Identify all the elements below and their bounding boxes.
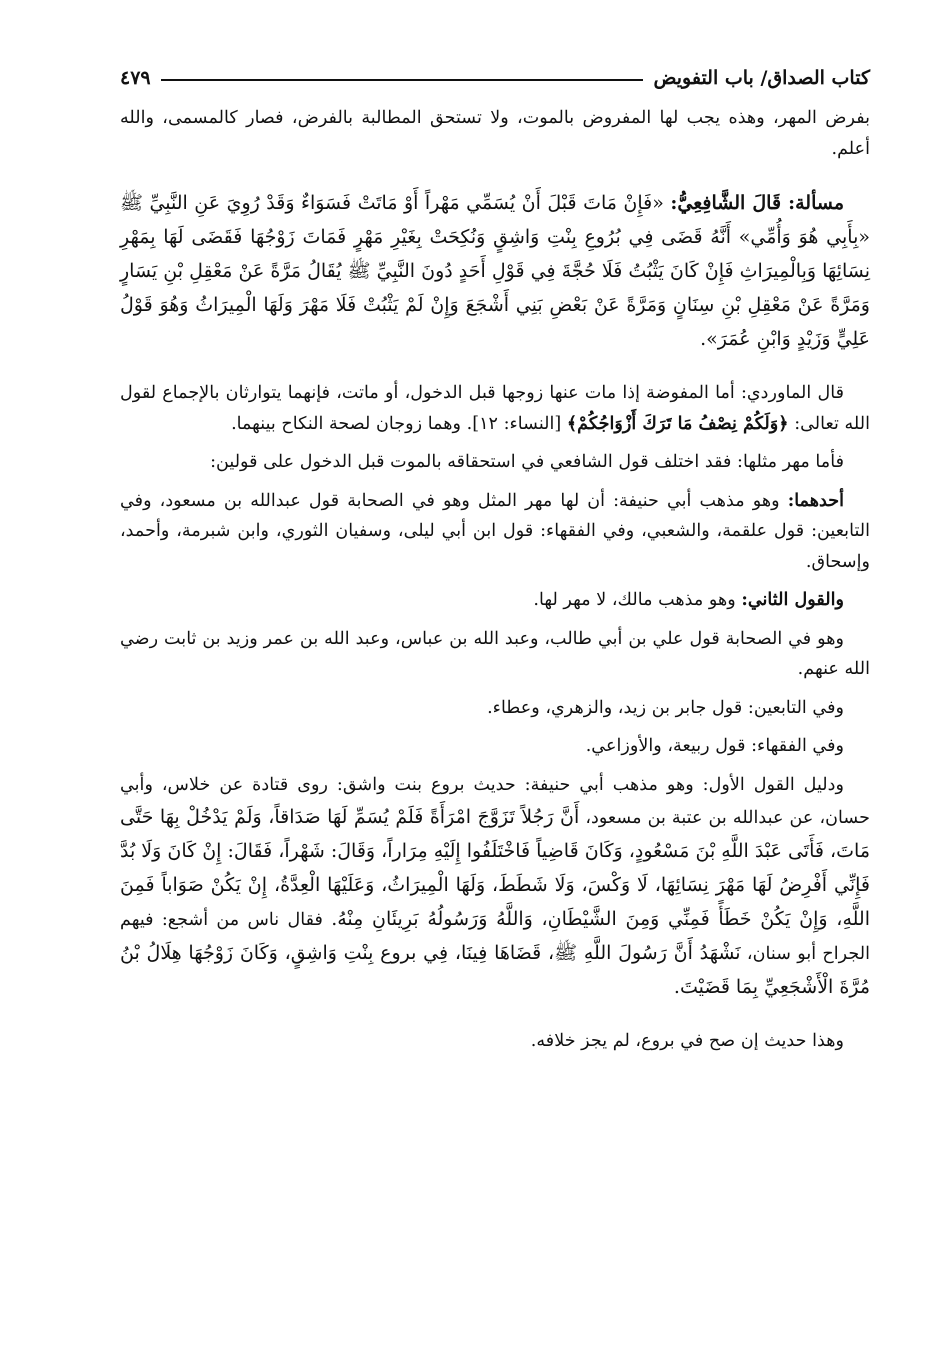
shafii-quote: «فَإِنْ مَاتَ قَبْلَ أَنْ يُسَمِّي مَهْراً أَوْ مَاتَتْ فَسَوَاءٌ وَقَدْ رُوِيَ عَنِ النَّبِيِّ ﷺ «بِأَبِي هُوَ وَأُمِّي» أَنَّهُ قَضَى فِي بُرُوعِ بِنْتِ وَاشِقٍ وَنُكِحَتْ بِغَيْرِ مَهْرٍ فَمَاتَ زَوْجُهَا فَقَضَى لَهَا بِمَهْرِ نِسَائِهَا وَبِالْمِيرَاثِ فَإِنْ كَانَ يَثْبُتُ فَلَا حُجَّةَ فِي قَوْلِ أَحَدٍ دُونَ النَّبِيِّ ﷺ يُقَالُ مَرَّةً عَنْ مَعْقِلِ بْنِ يَسَارٍ وَمَرَّةً عَنْ مَعْقِلِ بْنِ سِنَانٍ وَمَرَّةً عَنْ بَعْضِ بَنِي أَشْجَعَ وَإِنْ لَمْ يَثْبُتْ فَلَا مَهْرَ وَلَهَا الْمِيرَاثُ وَهُوَ قَوْلُ عَلِيٍّ وَزَيْدٍ وَابْنِ عُمَرَ». [120, 192, 870, 350]
masala-lead: مسألة: قَالَ الشَّافِعِيُّ: [670, 192, 845, 214]
quran-verse: ﴿وَلَكُمْ نِصْفُ مَا تَرَكَ أَزْوَاجُكُمْ﴾ [566, 412, 789, 434]
header-rule [161, 79, 644, 81]
body-text [120, 103, 870, 1057]
paragraph-mahr-mithl: فأما مهر مثلها: فقد اختلف قول الشافعي في استحقاقه بالموت قبل الدخول على قولين: [210, 452, 844, 472]
masala-paragraph [120, 186, 870, 356]
paragraph-1: بفرض المهر، وهذه يجب لها المفروض بالموت، ولا تستحق المطالبة بالفرض، فصار كالمسمى، والله أعلم. [120, 108, 870, 159]
paragraph-conclusion: وهذا حديث إن صح في بروع، لم يجز خلافه. [530, 1031, 844, 1051]
paragraph-companions: وهو في الصحابة قول علي بن أبي طالب، وعبد الله بن عباس، وعبد الله بن عمر وزيد بن ثابت رضي الله عنهم. [120, 628, 870, 679]
paragraph-first-opinion: أحدهما: وهو مذهب أبي حنيفة: أن لها مهر المثل وهو في الصحابة قول عبدالله بن مسعود، وفي التابعين: قول علقمة، والشعبي، وفي الفقهاء: قول ابن أبي ليلى، وسفيان الثوري، وابن شبرمة، وأحمد، وإسحاق. [120, 489, 870, 572]
page-number: ٤٧٩ [120, 67, 151, 89]
hadith-text-1: أَنَّ رَجُلاً تَزَوَّجَ امْرَأَةً فَلَمْ يُسَمِّ لَهَا صَدَاقاً، وَلَمْ يَدْخُلْ بِهَا حَتَّى مَاتَ، فَأَتَى عَبْدَ اللَّهِ بْنَ مَسْعُودٍ، وَكَانَ قَاضِياً فَاخْتَلَفُوا إِلَيْهِ مِرَاراً، وَقَالَ: شَهْراً، فَقَالَ: إِنْ كَانَ وَلَا بُدَّ فَإِنِّي أَفْرِضُ لَهَا مَهْرَ نِسَائِهَا، لَا وَكْسَ، وَلَا شَطَطَ، وَلَهَا الْمِيرَاثُ، وَعَلَيْهَا الْعِدَّةُ، إِنْ يَكُنْ صَوَاباً فَمِنَ اللَّهِ، وَإِنْ يَكُنْ خَطَأً فَمِنِّي وَمِنَ الشَّيْطَانِ، وَاللَّهُ وَرَسُولُهُ بَرِيئَانِ مِنْهُ. [120, 806, 870, 930]
chapter-title: كتاب الصداق/ باب التفويض [653, 67, 870, 89]
running-header [120, 55, 870, 89]
paragraph-mawardi: قال الماوردي: أما المفوضة إذا مات عنها زوجها قبل الدخول، أو ماتت، فإنهما يتوارثان بالإجماع لقول الله تعالى: ﴿وَلَكُمْ نِصْفُ مَا تَرَكَ أَزْوَاجُكُمْ﴾ [النساء: ١٢]. وهما زوجان لصحة النكاح بينهما. [120, 383, 870, 434]
paragraph-fuqaha: وفي الفقهاء: قول ربيعة، والأوزاعي. [585, 736, 844, 756]
document-page [120, 55, 870, 1371]
paragraph-second-opinion: والقول الثاني: وهو مذهب مالك، لا مهر لها. [533, 589, 844, 610]
paragraph-tabiin: وفي التابعين: قول جابر بن زيد، والزهري، وعطاء. [487, 697, 844, 718]
paragraph-evidence: ودليل القول الأول: وهو مذهب أبي حنيفة: حديث بروع بنت واشق: روى قتادة عن خلاس، وأبي حسان، عن عبدالله بن عتبة بن مسعود، أَنَّ رَجُلاً تَزَوَّجَ امْرَأَةً فَلَمْ يُسَمِّ لَهَا صَدَاقاً، وَلَمْ يَدْخُلْ بِهَا حَتَّى مَاتَ، فَأَتَى عَبْدَ اللَّهِ بْنَ مَسْعُودٍ، وَكَانَ قَاضِياً فَاخْتَلَفُوا إِلَيْهِ مِرَاراً، وَقَالَ: شَهْراً، فَقَالَ: إِنْ كَانَ وَلَا بُدَّ فَإِنِّي أَفْرِضُ لَهَا مَهْرَ نِسَائِهَا، لَا وَكْسَ، وَلَا شَطَطَ، وَلَهَا الْمِيرَاثُ، وَعَلَيْهَا الْعِدَّةُ، إِنْ يَكُنْ صَوَاباً فَمِنَ اللَّهِ، وَإِنْ يَكُنْ خَطَأً فَمِنِّي وَمِنَ الشَّيْطَانِ، وَاللَّهُ وَرَسُولُهُ بَرِيئَانِ مِنْهُ. فقال ناس من أشجع: فيهم الجراح أبو سنان، نَشْهَدُ أَنَّ رَسُولَ اللَّهِ ﷺ، قَضَاهَا فِينَا، فِي بروع بِنْتِ وَاشِقٍ، وَكَانَ زَوْجُهَا هِلَالُ بْنُ مُرَّةَ الْأَشْجَعِيِّ بِمَا قَضَيْتَ. [120, 774, 870, 998]
hadith-text-2: نَشْهَدُ أَنَّ رَسُولَ اللَّهِ ﷺ، قَضَاهَا فِينَا، فِي بروع بِنْتِ وَاشِقٍ، وَكَانَ زَوْجُهَا هِلَالُ بْنُ مُرَّةَ الْأَشْجَعِيِّ بِمَا قَضَيْتَ. [120, 942, 870, 998]
